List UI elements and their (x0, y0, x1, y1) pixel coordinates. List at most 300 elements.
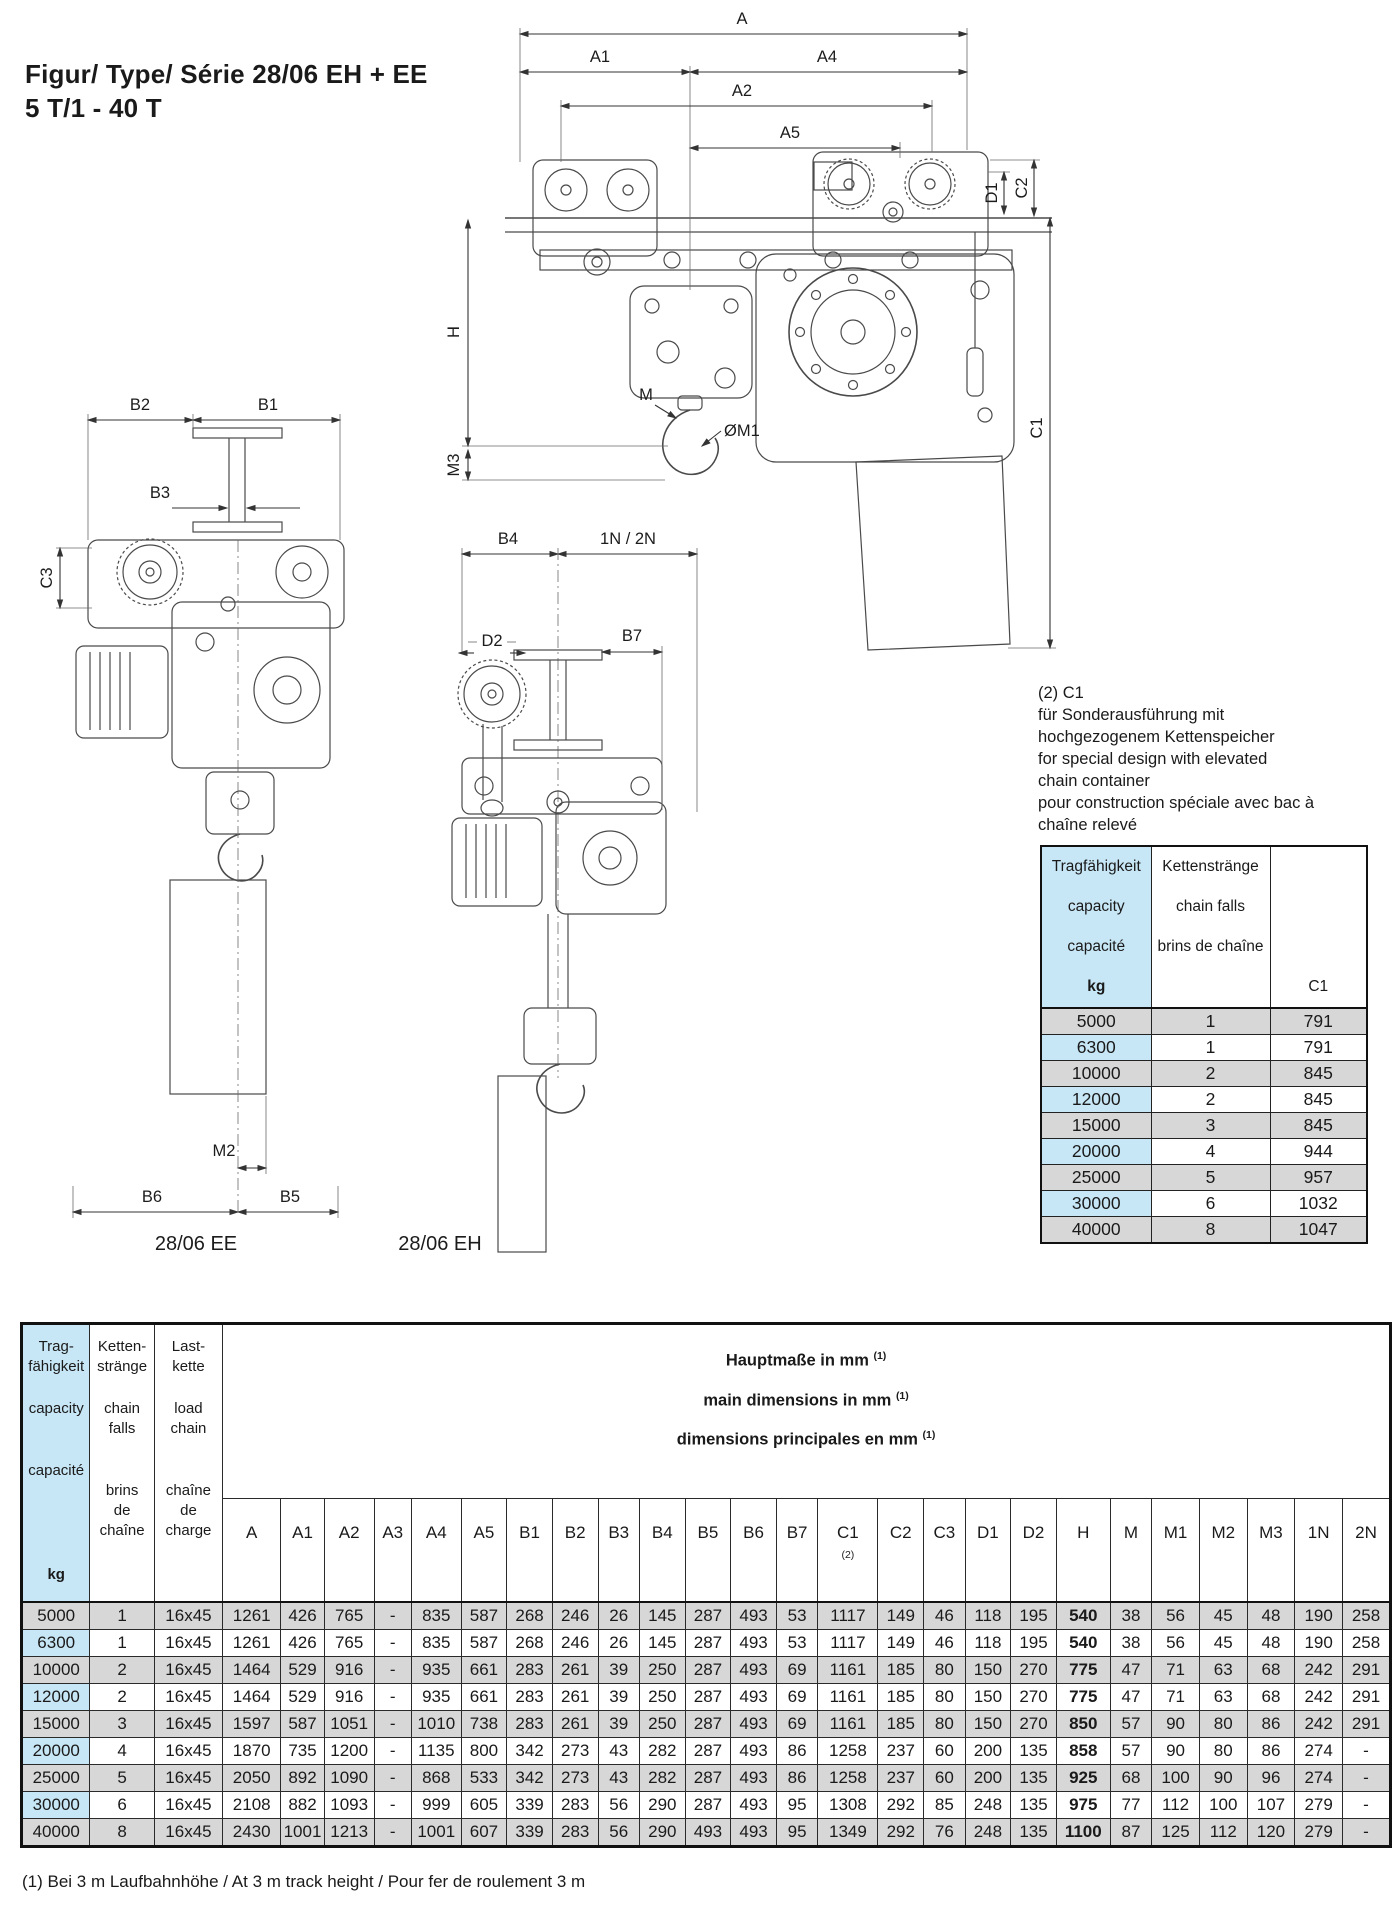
value-cell: 283 (507, 1711, 553, 1738)
value-cell: 190 (1295, 1630, 1343, 1657)
value-cell: 291 (1343, 1657, 1391, 1684)
dim-label-b2: B2 (129, 396, 151, 414)
value-cell: 5 (1151, 1165, 1270, 1191)
dim-label-m2: M2 (212, 1142, 236, 1160)
value-cell: 587 (461, 1602, 507, 1630)
value-cell: 999 (411, 1792, 461, 1819)
capacity-cell: 6300 (1041, 1035, 1151, 1061)
value-cell: 287 (685, 1792, 731, 1819)
value-cell: 1010 (411, 1711, 461, 1738)
value-cell: - (374, 1792, 411, 1819)
value-cell: 16x45 (154, 1819, 222, 1847)
value-cell: 95 (776, 1819, 817, 1847)
table-row (22, 1711, 1391, 1738)
value-cell: 185 (878, 1711, 924, 1738)
value-cell: 68 (1247, 1684, 1295, 1711)
value-cell: 68 (1110, 1765, 1151, 1792)
value-cell: 775 (1056, 1657, 1110, 1684)
dim-col-header-a2: A2 (324, 1498, 374, 1602)
value-cell: 86 (776, 1738, 817, 1765)
value-cell: 135 (1011, 1819, 1057, 1847)
capacity-cell: 20000 (1041, 1139, 1151, 1165)
c1-note-line: chaîne relevé (1038, 816, 1138, 834)
value-cell: 2108 (223, 1792, 281, 1819)
capacity-cell: 40000 (1041, 1217, 1151, 1244)
dim-col-header-c3: C3 (924, 1498, 965, 1602)
value-cell: 944 (1270, 1139, 1367, 1165)
value-cell: 45 (1199, 1602, 1247, 1630)
chain-falls-column-header: Ketten- stränge chain falls brins de chaîne (90, 1324, 154, 1603)
value-cell: 8 (1151, 1217, 1270, 1244)
value-cell: 605 (461, 1792, 507, 1819)
value-cell: 892 (281, 1765, 325, 1792)
value-cell: 1 (90, 1630, 154, 1657)
value-cell: 493 (731, 1819, 777, 1847)
value-cell: 80 (1199, 1738, 1247, 1765)
value-cell: 248 (965, 1792, 1011, 1819)
value-cell: 493 (731, 1711, 777, 1738)
value-cell: 107 (1247, 1792, 1295, 1819)
value-cell: 529 (281, 1657, 325, 1684)
value-cell: 1258 (818, 1738, 878, 1765)
value-cell: 95 (776, 1792, 817, 1819)
capacity-cell: 25000 (22, 1765, 90, 1792)
footnote: (1) Bei 3 m Laufbahnhöhe / At 3 m track height / Pour fer de roulement 3 m (22, 1872, 586, 1891)
dim-col-header-a5: A5 (461, 1498, 507, 1602)
dim-label-a5: A5 (779, 124, 801, 142)
table-row (1041, 1191, 1367, 1217)
value-cell: 493 (731, 1738, 777, 1765)
value-cell: 765 (324, 1602, 374, 1630)
capacity-column-header: Trag- fähigkeit capacity capacité kg (22, 1324, 90, 1603)
value-cell: 925 (1056, 1765, 1110, 1792)
c1-table-body (1041, 1008, 1367, 1243)
dim-label-c3: C3 (38, 567, 56, 589)
value-cell: 145 (639, 1630, 685, 1657)
value-cell: 270 (1011, 1684, 1057, 1711)
capacity-cell: 6300 (22, 1630, 90, 1657)
value-cell: 1001 (281, 1819, 325, 1847)
dim-col-header-1n: 1N (1295, 1498, 1343, 1602)
value-cell: 80 (1199, 1711, 1247, 1738)
value-cell: 112 (1152, 1792, 1200, 1819)
value-cell: 493 (731, 1602, 777, 1630)
table-row (1041, 1035, 1367, 1061)
value-cell: - (374, 1602, 411, 1630)
value-cell: 195 (1011, 1602, 1057, 1630)
value-cell: 273 (552, 1738, 598, 1765)
value-cell: 6 (90, 1792, 154, 1819)
capacity-cell: 15000 (22, 1711, 90, 1738)
value-cell: 291 (1343, 1711, 1391, 1738)
value-cell: 261 (552, 1684, 598, 1711)
value-cell: 3 (90, 1711, 154, 1738)
value-cell: 56 (598, 1819, 639, 1847)
value-cell: 342 (507, 1738, 553, 1765)
value-cell: 112 (1199, 1819, 1247, 1847)
value-cell: 1870 (223, 1738, 281, 1765)
value-cell: 258 (1343, 1630, 1391, 1657)
dim-col-header-b7: B7 (776, 1498, 817, 1602)
value-cell: 291 (1343, 1684, 1391, 1711)
dim-col-header-d2: D2 (1011, 1498, 1057, 1602)
value-cell: 120 (1247, 1819, 1295, 1847)
value-cell: 190 (1295, 1602, 1343, 1630)
value-cell: 882 (281, 1792, 325, 1819)
load-chain-column-header: Last- kette load chain chaîne de charge (154, 1324, 222, 1603)
capacity-cell: 5000 (1041, 1008, 1151, 1035)
value-cell: 287 (685, 1602, 731, 1630)
value-cell: 47 (1110, 1684, 1151, 1711)
dim-col-header-m3: M3 (1247, 1498, 1295, 1602)
table-row (22, 1765, 1391, 1792)
value-cell: 287 (685, 1738, 731, 1765)
value-cell: 1032 (1270, 1191, 1367, 1217)
value-cell: 100 (1152, 1765, 1200, 1792)
value-cell: - (374, 1819, 411, 1847)
dim-col-header-2n: 2N (1343, 1498, 1391, 1602)
value-cell: 237 (878, 1738, 924, 1765)
value-cell: 53 (776, 1602, 817, 1630)
value-cell: 68 (1247, 1657, 1295, 1684)
value-cell: 38 (1110, 1602, 1151, 1630)
value-cell: 248 (965, 1819, 1011, 1847)
dim-col-header-b5: B5 (685, 1498, 731, 1602)
value-cell: 118 (965, 1602, 1011, 1630)
value-cell: 1258 (818, 1765, 878, 1792)
value-cell: 16x45 (154, 1765, 222, 1792)
value-cell: 268 (507, 1602, 553, 1630)
value-cell: 791 (1270, 1008, 1367, 1035)
value-cell: 149 (878, 1602, 924, 1630)
value-cell: 868 (411, 1765, 461, 1792)
table-row (1041, 1165, 1367, 1191)
value-cell: 283 (552, 1819, 598, 1847)
table-row (1041, 1061, 1367, 1087)
value-cell: 47 (1110, 1657, 1151, 1684)
value-cell: 540 (1056, 1602, 1110, 1630)
value-cell: 85 (924, 1792, 965, 1819)
value-cell: 48 (1247, 1602, 1295, 1630)
dim-label-c2: C2 (1013, 177, 1031, 199)
dim-col-header-h: H (1056, 1498, 1110, 1602)
value-cell: 250 (639, 1711, 685, 1738)
c1-note-line: chain container (1038, 772, 1150, 790)
value-cell: - (1343, 1738, 1391, 1765)
value-cell: 16x45 (154, 1657, 222, 1684)
value-cell: 48 (1247, 1630, 1295, 1657)
value-cell: 835 (411, 1630, 461, 1657)
value-cell: 493 (731, 1765, 777, 1792)
value-cell: 738 (461, 1711, 507, 1738)
value-cell: 90 (1152, 1738, 1200, 1765)
value-cell: 86 (1247, 1738, 1295, 1765)
value-cell: - (374, 1657, 411, 1684)
value-cell: 237 (878, 1765, 924, 1792)
c1-note (1038, 682, 1378, 836)
value-cell: 791 (1270, 1035, 1367, 1061)
dim-label-h: H (445, 326, 463, 338)
value-cell: 125 (1152, 1819, 1200, 1847)
c1-note-line: für Sonderausführung mit (1038, 706, 1225, 724)
value-cell: 1 (90, 1602, 154, 1630)
value-cell: 279 (1295, 1792, 1343, 1819)
value-cell: 426 (281, 1630, 325, 1657)
value-cell: 46 (924, 1602, 965, 1630)
value-cell: 261 (552, 1657, 598, 1684)
c1-table (1040, 845, 1368, 1244)
value-cell: 1161 (818, 1711, 878, 1738)
value-cell: 3 (1151, 1113, 1270, 1139)
capacity-cell: 15000 (1041, 1113, 1151, 1139)
dim-label-b6: B6 (141, 1188, 163, 1206)
table-row (22, 1630, 1391, 1657)
value-cell: 845 (1270, 1061, 1367, 1087)
value-cell: 69 (776, 1684, 817, 1711)
value-cell: 1349 (818, 1819, 878, 1847)
dim-col-header-a: A (223, 1498, 281, 1602)
value-cell: 16x45 (154, 1738, 222, 1765)
value-cell: 270 (1011, 1657, 1057, 1684)
value-cell: 426 (281, 1602, 325, 1630)
value-cell: 1047 (1270, 1217, 1367, 1244)
dim-col-header-d1: D1 (965, 1498, 1011, 1602)
dim-label-b4: B4 (497, 530, 519, 548)
value-cell: 60 (924, 1738, 965, 1765)
value-cell: 80 (924, 1711, 965, 1738)
value-cell: 57 (1110, 1711, 1151, 1738)
value-cell: 39 (598, 1711, 639, 1738)
value-cell: 39 (598, 1684, 639, 1711)
value-cell: 1117 (818, 1630, 878, 1657)
value-cell: 1117 (818, 1602, 878, 1630)
value-cell: 26 (598, 1630, 639, 1657)
value-cell: 661 (461, 1684, 507, 1711)
table-row (22, 1602, 1391, 1630)
dim-label-b3: B3 (149, 484, 171, 502)
page-title-line2: 5 T/1 - 40 T (25, 93, 162, 123)
value-cell: 493 (731, 1684, 777, 1711)
value-cell: 250 (639, 1657, 685, 1684)
value-cell: 268 (507, 1630, 553, 1657)
value-cell: 1161 (818, 1684, 878, 1711)
table-row (1041, 1217, 1367, 1244)
value-cell: 242 (1295, 1711, 1343, 1738)
value-cell: 150 (965, 1684, 1011, 1711)
value-cell: 118 (965, 1630, 1011, 1657)
ee-view-caption: 28/06 EE (154, 1233, 238, 1255)
dim-col-header-b3: B3 (598, 1498, 639, 1602)
value-cell: 493 (731, 1792, 777, 1819)
value-cell: 80 (924, 1684, 965, 1711)
value-cell: - (374, 1630, 411, 1657)
value-cell: 200 (965, 1738, 1011, 1765)
value-cell: 661 (461, 1657, 507, 1684)
value-cell: 258 (1343, 1602, 1391, 1630)
value-cell: 90 (1152, 1711, 1200, 1738)
value-cell: 150 (965, 1657, 1011, 1684)
value-cell: 533 (461, 1765, 507, 1792)
value-cell: 56 (1152, 1602, 1200, 1630)
value-cell: 135 (1011, 1738, 1057, 1765)
value-cell: 77 (1110, 1792, 1151, 1819)
capacity-cell: 30000 (1041, 1191, 1151, 1217)
capacity-cell: 30000 (22, 1792, 90, 1819)
value-cell: 270 (1011, 1711, 1057, 1738)
dim-col-header-c2: C2 (878, 1498, 924, 1602)
table-row (1041, 1113, 1367, 1139)
value-cell: - (374, 1765, 411, 1792)
capacity-cell: 40000 (22, 1819, 90, 1847)
dim-col-header-b1: B1 (507, 1498, 553, 1602)
capacity-cell: 10000 (1041, 1061, 1151, 1087)
value-cell: 540 (1056, 1630, 1110, 1657)
value-cell: 1090 (324, 1765, 374, 1792)
value-cell: 2430 (223, 1819, 281, 1847)
value-cell: 63 (1199, 1657, 1247, 1684)
capacity-cell: 12000 (22, 1684, 90, 1711)
value-cell: 100 (1199, 1792, 1247, 1819)
value-cell: 845 (1270, 1087, 1367, 1113)
capacity-cell: 10000 (22, 1657, 90, 1684)
table-row (22, 1657, 1391, 1684)
main-table-body (22, 1602, 1391, 1847)
value-cell: 149 (878, 1630, 924, 1657)
value-cell: 2 (90, 1684, 154, 1711)
value-cell: - (1343, 1819, 1391, 1847)
dim-col-header-a4: A4 (411, 1498, 461, 1602)
value-cell: 242 (1295, 1684, 1343, 1711)
value-cell: 135 (1011, 1765, 1057, 1792)
value-cell: 38 (1110, 1630, 1151, 1657)
value-cell: 45 (1199, 1630, 1247, 1657)
value-cell: 1213 (324, 1819, 374, 1847)
value-cell: 242 (1295, 1657, 1343, 1684)
dim-label-b5: B5 (279, 1188, 301, 1206)
dim-label-d1: D1 (983, 182, 1001, 204)
value-cell: 290 (639, 1819, 685, 1847)
value-cell: 56 (1152, 1630, 1200, 1657)
value-cell: 135 (1011, 1792, 1057, 1819)
value-cell: 4 (1151, 1139, 1270, 1165)
value-cell: 283 (507, 1657, 553, 1684)
value-cell: 858 (1056, 1738, 1110, 1765)
dim-col-header-a3: A3 (374, 1498, 411, 1602)
value-cell: 60 (924, 1765, 965, 1792)
value-cell: 935 (411, 1684, 461, 1711)
dim-label-a2: A2 (731, 82, 753, 100)
value-cell: 57 (1110, 1738, 1151, 1765)
value-cell: 185 (878, 1684, 924, 1711)
value-cell: 1261 (223, 1630, 281, 1657)
value-cell: 39 (598, 1657, 639, 1684)
value-cell: 16x45 (154, 1711, 222, 1738)
value-cell: 5 (90, 1765, 154, 1792)
value-cell: 800 (461, 1738, 507, 1765)
value-cell: 1100 (1056, 1819, 1110, 1847)
value-cell: 587 (461, 1630, 507, 1657)
value-cell: 339 (507, 1792, 553, 1819)
table-row (1041, 1087, 1367, 1113)
table-row (22, 1684, 1391, 1711)
c1-table-falls-header: Kettenstränge chain falls brins de chaîne (1151, 846, 1270, 1008)
dim-col-header-b4: B4 (639, 1498, 685, 1602)
value-cell: 1051 (324, 1711, 374, 1738)
value-cell: 292 (878, 1792, 924, 1819)
c1-note-line: for special design with elevated (1038, 750, 1268, 768)
table-row (1041, 1008, 1367, 1035)
table-row (1041, 1139, 1367, 1165)
value-cell: 529 (281, 1684, 325, 1711)
value-cell: 86 (776, 1765, 817, 1792)
value-cell: 957 (1270, 1165, 1367, 1191)
value-cell: 935 (411, 1657, 461, 1684)
value-cell: 283 (552, 1792, 598, 1819)
value-cell: 339 (507, 1819, 553, 1847)
table-row (22, 1738, 1391, 1765)
value-cell: 290 (639, 1792, 685, 1819)
value-cell: 200 (965, 1765, 1011, 1792)
dim-label-b7: B7 (621, 627, 643, 645)
dim-col-header-m2: M2 (1199, 1498, 1247, 1602)
value-cell: 246 (552, 1602, 598, 1630)
value-cell: 1464 (223, 1657, 281, 1684)
value-cell: 16x45 (154, 1602, 222, 1630)
value-cell: 246 (552, 1630, 598, 1657)
dim-label-d2: D2 (481, 632, 503, 650)
dim-col-header-m1: M1 (1152, 1498, 1200, 1602)
value-cell: 1200 (324, 1738, 374, 1765)
value-cell: 287 (685, 1711, 731, 1738)
value-cell: 493 (731, 1630, 777, 1657)
eh-view-caption: 28/06 EH (398, 1233, 482, 1255)
value-cell: 850 (1056, 1711, 1110, 1738)
value-cell: 1 (1151, 1035, 1270, 1061)
value-cell: 69 (776, 1657, 817, 1684)
value-cell: 287 (685, 1765, 731, 1792)
value-cell: 765 (324, 1630, 374, 1657)
capacity-cell: 25000 (1041, 1165, 1151, 1191)
dim-label-a: A (736, 10, 748, 28)
value-cell: 607 (461, 1819, 507, 1847)
value-cell: 2 (1151, 1087, 1270, 1113)
capacity-cell: 12000 (1041, 1087, 1151, 1113)
value-cell: 1597 (223, 1711, 281, 1738)
value-cell: 916 (324, 1684, 374, 1711)
value-cell: 274 (1295, 1765, 1343, 1792)
value-cell: 43 (598, 1765, 639, 1792)
value-cell: 775 (1056, 1684, 1110, 1711)
value-cell: 274 (1295, 1738, 1343, 1765)
value-cell: 185 (878, 1657, 924, 1684)
main-dimensions-table (20, 1322, 1392, 1848)
value-cell: - (1343, 1792, 1391, 1819)
value-cell: 845 (1270, 1113, 1367, 1139)
value-cell: 96 (1247, 1765, 1295, 1792)
value-cell: 71 (1152, 1684, 1200, 1711)
value-cell: 16x45 (154, 1630, 222, 1657)
value-cell: 282 (639, 1765, 685, 1792)
c1-note-line: hochgezogenem Kettenspeicher (1038, 728, 1275, 746)
dim-label-m: M (639, 386, 653, 404)
c1-note-line: (2) C1 (1038, 684, 1084, 702)
value-cell: 56 (598, 1792, 639, 1819)
value-cell: 261 (552, 1711, 598, 1738)
dim-col-header-a1: A1 (281, 1498, 325, 1602)
value-cell: 287 (685, 1657, 731, 1684)
dim-label-b1: B1 (257, 396, 279, 414)
value-cell: 1261 (223, 1602, 281, 1630)
